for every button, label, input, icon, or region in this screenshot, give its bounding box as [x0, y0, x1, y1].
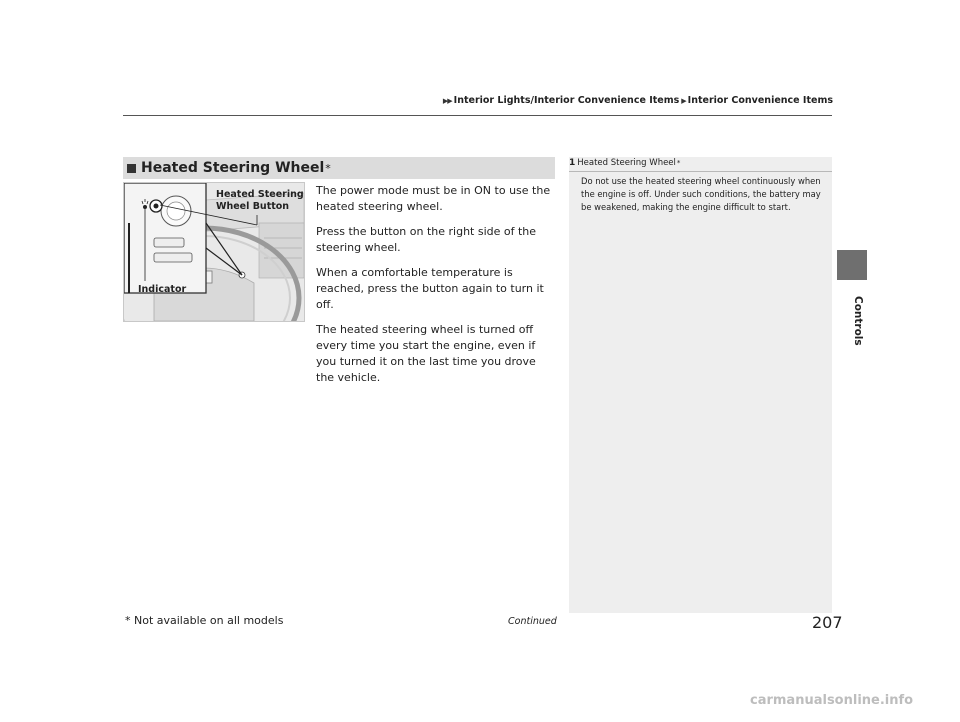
- instructions: [316, 183, 552, 395]
- square-bullet-icon: [127, 164, 136, 173]
- side-note-panel: [569, 157, 832, 613]
- paragraph-turn-off: When a comfortable temperature is reached, press the button again to turn it off.: [316, 266, 544, 311]
- section-heading: [123, 157, 555, 179]
- double-arrow-icon: ▶▶: [442, 96, 452, 105]
- steering-wheel-figure: [123, 182, 305, 322]
- continued-label: Continued: [508, 616, 557, 627]
- side-note-asterisk: *: [676, 159, 681, 167]
- side-tab-marker: [837, 250, 867, 280]
- paragraph-power-mode: The power mode must be in ON to use the heated steering wheel.: [316, 184, 551, 213]
- breadcrumb: [443, 95, 833, 106]
- callout-indicator-label: Indicator: [138, 284, 187, 295]
- paragraph-press-button: Press the button on the right side of the steering wheel.: [316, 225, 537, 254]
- callout-button-line2: Wheel Button: [216, 201, 290, 212]
- section-asterisk: *: [325, 161, 331, 175]
- header-rule: [123, 115, 832, 116]
- footnote: * Not available on all models: [125, 614, 284, 627]
- watermark: carmanualsonline.info: [750, 693, 914, 708]
- side-note-divider: [569, 171, 832, 172]
- side-tab-label[interactable]: Controls: [852, 296, 864, 346]
- callout-button-line1: Heated Steering: [216, 189, 304, 200]
- side-note-title: [569, 158, 832, 168]
- reference-marker: 1: [569, 158, 576, 168]
- side-note-text: Do not use the heated steering wheel continuously when the engine is off. Under such conditions, the battery may be weakened, making the engine difficult to start.: [581, 176, 821, 213]
- page-number: 207: [812, 613, 843, 632]
- breadcrumb-item-lights[interactable]: Interior Lights/Interior Convenience Items: [453, 95, 680, 106]
- side-note-title-text: Heated Steering Wheel: [577, 158, 676, 168]
- section-title: Heated Steering Wheel: [141, 160, 325, 176]
- arrow-icon: ▶: [681, 96, 686, 105]
- callout-button-label: [216, 189, 304, 213]
- paragraph-reset: The heated steering wheel is turned off every time you start the engine, even if you turned it on the last time you drove the vehicle.: [316, 323, 536, 384]
- breadcrumb-item-convenience[interactable]: Interior Convenience Items: [687, 95, 833, 106]
